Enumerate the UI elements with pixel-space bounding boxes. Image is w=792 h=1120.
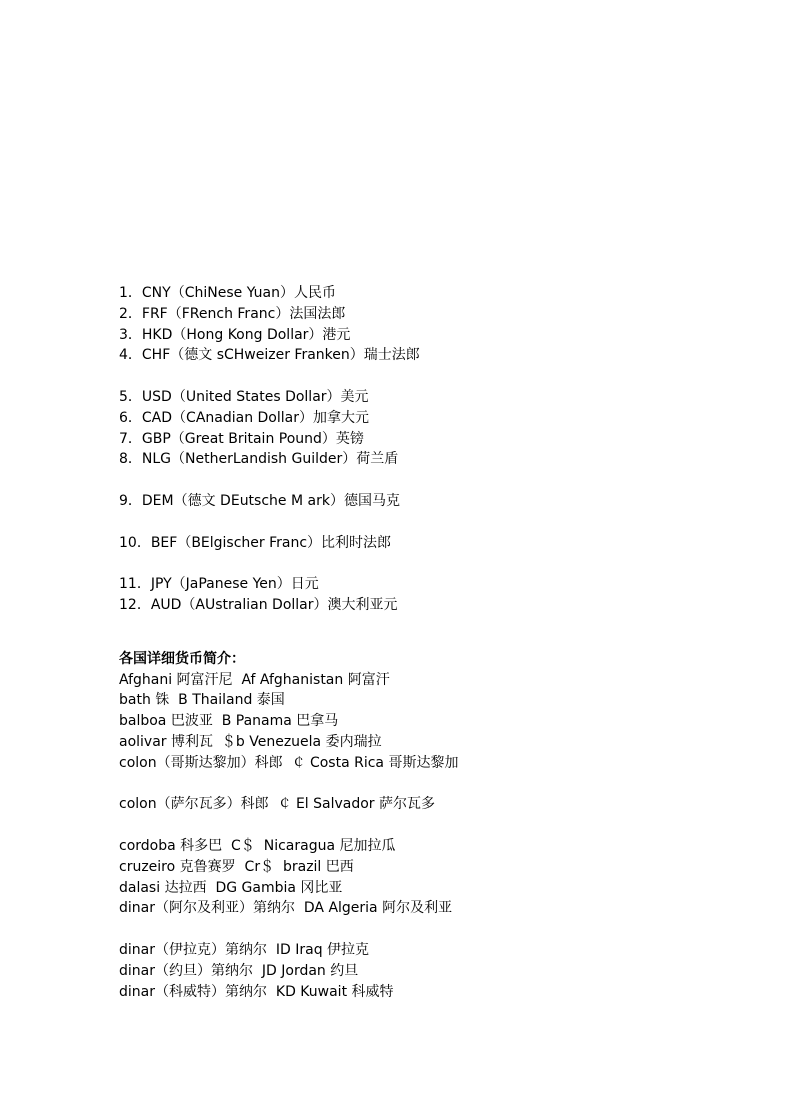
currency-detail-list — [119, 670, 719, 1003]
currency-detail-item: Afghani 阿富汗尼 Af Afghanistan 阿富汗 — [119, 671, 390, 688]
blank-line — [119, 512, 719, 533]
blank-line — [119, 470, 719, 491]
currency-list-item: 10．BEF（BElgischer Franc）比利时法郎 — [119, 534, 392, 551]
currency-detail-item: dalasi 达拉西 DG Gambia 冈比亚 — [119, 879, 343, 896]
currency-code-list — [119, 283, 719, 616]
blank-line — [119, 366, 719, 387]
currency-detail-item: balboa 巴波亚 B Panama 巴拿马 — [119, 713, 339, 730]
currency-list-item: 2．FRF（FRench Franc）法国法郎 — [119, 305, 346, 322]
currency-detail-item: colon（萨尔瓦多）科郎 ￠ El Salvador 萨尔瓦多 — [119, 796, 436, 813]
currency-detail-item: dinar（约旦）第纳尔 JD Jordan 约旦 — [119, 962, 359, 979]
section-gap — [119, 616, 719, 649]
currency-list-item: 7．GBP（Great Britain Pound）英镑 — [119, 430, 364, 447]
currency-detail-item: dinar（阿尔及利亚）第纳尔 DA Algeria 阿尔及利亚 — [119, 900, 453, 917]
currency-list-item: 9．DEM（德文 DEutsche M ark）德国马克 — [119, 492, 400, 509]
currency-list-item: 11．JPY（JaPanese Yen）日元 — [119, 576, 319, 593]
currency-list-item: 1．CNY（ChiNese Yuan）人民币 — [119, 285, 336, 301]
currency-detail-item: aolivar 博利瓦 ＄b Venezuela 委内瑞拉 — [119, 733, 382, 750]
blank-line — [119, 815, 719, 836]
currency-list-item: 6．CAD（CAnadian Dollar）加拿大元 — [119, 409, 369, 426]
currency-list-item: 8．NLG（NetherLandish Guilder）荷兰盾 — [119, 451, 399, 468]
currency-list-item: 4．CHF（德文 sCHweizer Franken）瑞士法郎 — [119, 347, 420, 364]
detail-heading: 各国详细货币简介： — [119, 650, 245, 667]
currency-list-item: 3．HKD（Hong Kong Dollar）港元 — [119, 326, 351, 343]
currency-list-item: 5．USD（United States Dollar）美元 — [119, 388, 369, 405]
currency-detail-item: cordoba 科多巴 C＄ Nicaragua 尼加拉瓜 — [119, 837, 396, 854]
currency-detail-item: dinar（伊拉克）第纳尔 ID Iraq 伊拉克 — [119, 941, 370, 958]
currency-detail-item: colon（哥斯达黎加）科郎 ￠ Costa Rica 哥斯达黎加 — [119, 754, 459, 771]
currency-detail-item: dinar（科威特）第纳尔 KD Kuwait 科威特 — [119, 983, 394, 1000]
blank-line — [119, 919, 719, 940]
blank-line — [119, 774, 719, 795]
blank-line — [119, 553, 719, 574]
currency-list-item: 12．AUD（AUstralian Dollar）澳大利亚元 — [119, 596, 398, 613]
currency-detail-item: bath 铢 B Thailand 泰国 — [119, 692, 285, 709]
currency-detail-item: cruzeiro 克鲁赛罗 Cr＄ brazil 巴西 — [119, 858, 354, 875]
document-content — [119, 283, 719, 1002]
